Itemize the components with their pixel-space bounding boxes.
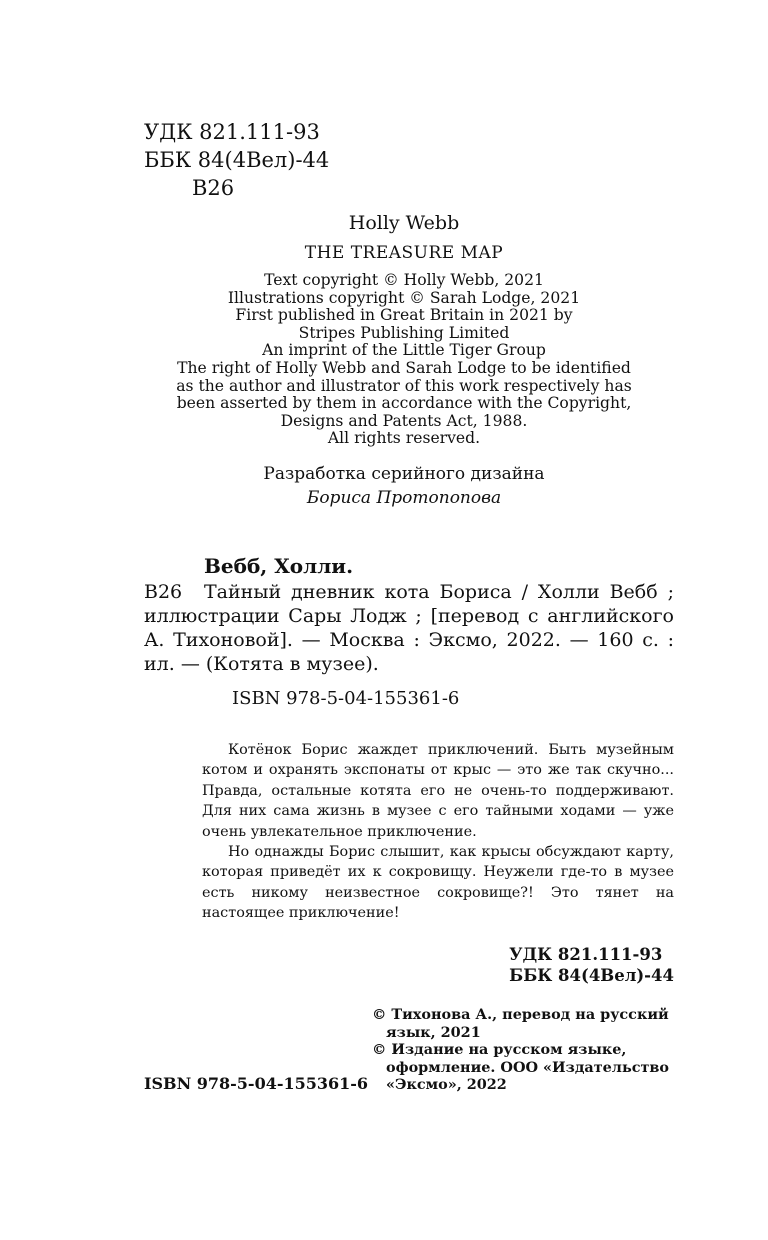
entry-author: Вебб, Холли. [204,554,354,578]
bbk-code: ББК 84(4Вел)-44 [144,148,330,172]
entry-description: Тайный дневник кота Бориса / Холли Вебб ; иллюстрации Сары Лодж ; [перевод с английского А. Тихоновой]. — Москва : Эксмо, 2022. — 160 с. : ил. — (Котята в музее). [144,581,674,675]
copyright-line: An imprint of the Little Tiger Group [262,341,546,360]
udk-code-bold: УДК 821.111-93 [509,945,663,964]
copyright-line: Text copyright © Holly Webb, 2021 [264,271,544,289]
copyright-line: First published in Great Britain in 2021 by [235,306,573,325]
bbk-code-bold: ББК 84(4Вел)-44 [509,966,674,985]
copyright-line: been asserted by them in accordance with the Copyright, [176,394,632,413]
translation-copyright [372,1006,672,1094]
copyright-translation-line: © Тихонова А., перевод на русский [372,1006,669,1023]
udk-code: УДК 821.111-93 [144,120,320,144]
original-copyright-block [130,272,678,448]
design-label: Разработка серийного дизайна [263,464,545,484]
copyright-line: Illustrations copyright © Sarah Lodge, 2021 [227,288,581,307]
copyright-edition-line: оформление. ООО «Издательство [386,1058,669,1076]
classification-bold-block [509,944,674,986]
copyright-line: All rights reserved. [327,429,481,448]
series-design-credit [130,462,678,510]
author-mark: В26 [192,176,235,200]
copyright-edition-line: «Эксмо», 2022 [386,1076,507,1093]
copyright-line: as the author and illustrator of this work respectively has [176,376,632,395]
annotation [202,740,674,924]
entry-row [144,580,674,676]
classification-block [144,118,329,202]
original-title: THE TREASURE MAP [304,243,504,263]
catalog-entry [144,552,674,709]
copyright-line: The right of Holly Webb and Sarah Lodge to be identified [177,358,631,377]
copyright-translation-line: язык, 2021 [386,1023,481,1041]
original-author: Holly Webb [348,212,460,234]
annotation-paragraph: Но однажды Борис слышит, как крысы обсуждают карту, которая приведёт их к сокровищу. Неужели где-то в музее есть никому неизвестное сокровище?! Это тянет на настоящее приключение! [202,844,674,922]
copyright-edition-line: © Издание на русском языке, [372,1041,627,1058]
copyright-line: Designs and Patents Act, 1988. [280,411,528,430]
annotation-paragraph: Котёнок Борис жаждет приключений. Быть музейным котом и охранять экспонаты от крыс — это же так скучно... Правда, остальные котята его не очень-то поддерживают. Для них сама жизнь в музее с его тайными ходами — уже очень увлекательное приключение. [202,742,674,840]
copyright-line: Stripes Publishing Limited [298,323,510,342]
entry-isbn: ISBN 978-5-04-155361-6 [232,688,460,709]
footer-isbn: ISBN 978-5-04-155361-6 [144,1074,369,1093]
designer-name: Бориса Протопопова [306,488,502,508]
entry-code: В26 [144,581,183,603]
